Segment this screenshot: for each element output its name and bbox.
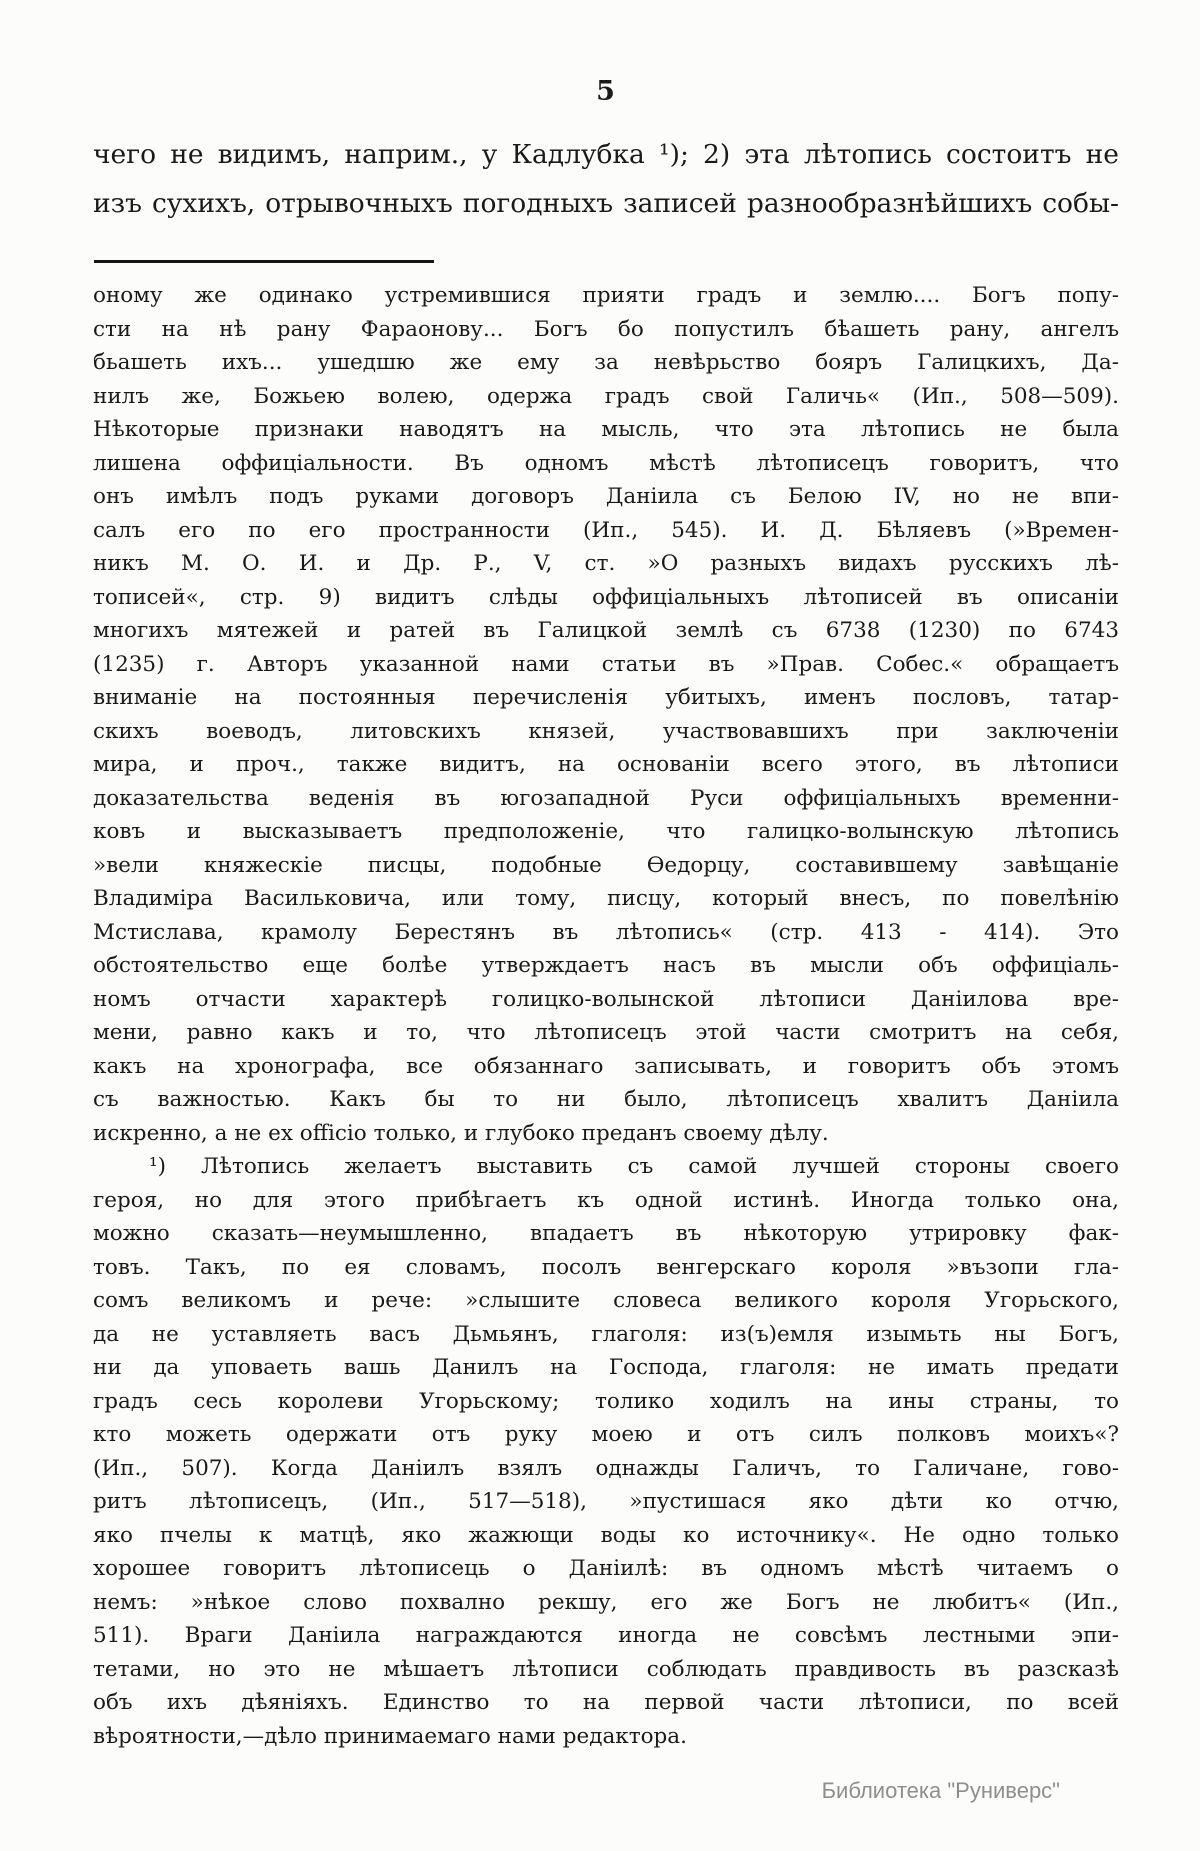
footnote-line: бьашеть ихъ... ушедшю же ему за невѣрьство бояръ Галицкихъ, Да- (93, 350, 1119, 375)
main-text-line: изъ сухихъ, отрывочныхъ погодныхъ записей разнообразнѣйшихъ собы- (93, 188, 1119, 219)
footnote-line: (1235) г. Авторъ указанной нами статьи въ »Прав. Собес.« обращаетъ (93, 651, 1119, 677)
footnote-line: сти на нѣ рану Фараонову... Богъ бо попустилъ бѣашеть рану, ангелъ (93, 316, 1119, 342)
footnote-line: доказательства веденія въ югозападной Руси оффиціальныхъ временни- (93, 785, 1119, 811)
footnote-line: оному же одинако устремившися прияти градъ и землю.... Богъ попу- (93, 283, 1119, 308)
footnote-line: ¹) Лѣтопись желаетъ выставить съ самой лучшей стороны своего (149, 1154, 1119, 1179)
footnote-line: нилъ же, Божьею волею, одержа градъ свой Галичь« (Ип., 508—509). (93, 383, 1119, 409)
footnote-line: можно сказать—неумышленно, впадаетъ въ нѣкоторую утрировку фак- (93, 1221, 1119, 1246)
footnote-line: немъ: »нѣкое слово похвално рекшу, его же Богъ не любитъ« (Ип., (93, 1589, 1119, 1615)
footnote-line: тописей«, стр. 9) видитъ слѣды оффиціальныхъ лѣтописей въ описаніи (93, 584, 1119, 610)
footnote-line: номъ отчасти характерѣ голицко-волынской лѣтописи Даніилова вре- (93, 986, 1119, 1012)
footnote-paragraph (93, 279, 1119, 1150)
main-text-block (93, 130, 1119, 228)
footnote-block (93, 279, 1119, 1753)
footnote-line: съ важностью. Какъ бы то ни было, лѣтописецъ хвалитъ Даніила (93, 1087, 1119, 1112)
footnote-line: ковъ и высказываетъ предположеніе, что галицко-волынскую лѣтопись (93, 819, 1119, 844)
footnote-line: Мстислава, крамолу Берестянъ въ лѣтопись« (стр. 413 - 414). Это (93, 919, 1119, 945)
footnote-line: героя, но для этого прибѣгаетъ къ одной истинѣ. Иногда только она, (93, 1187, 1119, 1213)
footnote-line: многихъ мятежей и ратей въ Галицкой землѣ съ 6738 (1230) по 6743 (93, 618, 1119, 643)
footnote-line: салъ его по его пространности (Ип., 545). И. Д. Бѣляевъ (»Времен- (93, 517, 1119, 543)
page-number: 5 (596, 76, 616, 107)
footnote-line: лишена оффиціальности. Въ одномъ мѣстѣ лѣтописецъ говоритъ, что (93, 450, 1119, 476)
footnote-line: скихъ воеводъ, литовскихъ князей, участвовавшихъ при заключеніи (93, 718, 1119, 744)
footnote-line: градъ сесь королеви Угорьскому; толико ходилъ на ины страны, то (93, 1388, 1119, 1414)
footnote-paragraph (93, 1150, 1119, 1753)
footnote-line: кто можеть одержати отъ руку моею и отъ силъ полковъ моихъ«? (93, 1422, 1119, 1447)
footnote-line: онъ имѣлъ подъ руками договоръ Даніила съ Белою IV, но не впи- (93, 484, 1119, 509)
footnote-line: мира, и проч., также видитъ, на основаніи всего этого, въ лѣтописи (93, 752, 1119, 777)
footnote-line: какъ на хронографа, все обязаннаго записывать, и говоритъ объ этомъ (93, 1053, 1119, 1079)
footnote-line: сомъ великомъ и рече: »слышите словеса великого короля Угорьского, (93, 1288, 1119, 1313)
footnote-line: никъ М. О. И. и Др. Р., V, ст. »О разныхъ видахъ русскихъ лѣ- (93, 551, 1119, 576)
footnote-line: обстоятельство еще болѣе утверждаетъ насъ въ мысли объ оффиціаль- (93, 953, 1119, 978)
footnote-line: товъ. Такъ, по ея словамъ, посолъ венгерскаго короля »възопи гла- (93, 1254, 1119, 1280)
footnote-line: тетами, но это не мѣшаетъ лѣтописи соблюдать правдивость въ разсказѣ (93, 1656, 1119, 1682)
footnote-line: 511). Враги Даніила награждаются иногда не совсѣмъ лестными эпи- (93, 1623, 1119, 1648)
footnote-line: ритъ лѣтописецъ, (Ип., 517—518), »пустишася яко дѣти ко отчю, (93, 1489, 1119, 1514)
library-watermark: Библиотека "Руниверс" (821, 1778, 1060, 1803)
footnote-line: (Ип., 507). Когда Даніилъ взялъ однажды Галичъ, то Галичане, гово- (93, 1455, 1119, 1481)
main-text-line: чего не видимъ, наприм., у Кадлубка ¹); 2) эта лѣтопись состоитъ не (93, 139, 1119, 170)
footnote-line: яко пчелы к матцѣ, яко жажющи воды ко источнику«. Не одно только (93, 1522, 1119, 1548)
footnote-line: ни да уповаеть вашь Данилъ на Господа, глаголя: не имать предати (93, 1355, 1119, 1380)
footnote-line: вѣроятности,—дѣло принимаемаго нами редактора. (93, 1723, 687, 1749)
footnote-line: Нѣкоторые признаки наводятъ на мысль, что эта лѣтопись не была (93, 417, 1119, 442)
footnote-line: искренно, а не ex officio только, и глубоко преданъ своему дѣлу. (93, 1120, 829, 1146)
footnote-line: хорошее говоритъ лѣтописець о Даніилѣ: въ одномъ мѣстѣ читаемъ о (93, 1556, 1119, 1581)
footnote-line: Владиміра Васильковича, или тому, писцу, который внесъ, по повелѣнію (93, 886, 1119, 911)
footnote-line: »вели княжескіе писцы, подобные Ѳедорцу, составившему завѣщаніе (93, 852, 1119, 878)
footnote-line: мени, равно какъ и то, что лѣтописецъ этой части смотритъ на себя, (93, 1020, 1119, 1045)
footnote-separator-rule (94, 260, 434, 263)
footnote-line: вниманіе на постоянныя перечисленія убитыхъ, именъ пословъ, татар- (93, 685, 1119, 710)
footnote-line: объ ихъ дѣяніяхъ. Единство то на первой части лѣтописи, по всей (93, 1690, 1119, 1715)
footnote-line: да не уставляеть васъ Дьмьянъ, глаголя: из(ъ)емля изымьть ны Богъ, (93, 1321, 1119, 1347)
